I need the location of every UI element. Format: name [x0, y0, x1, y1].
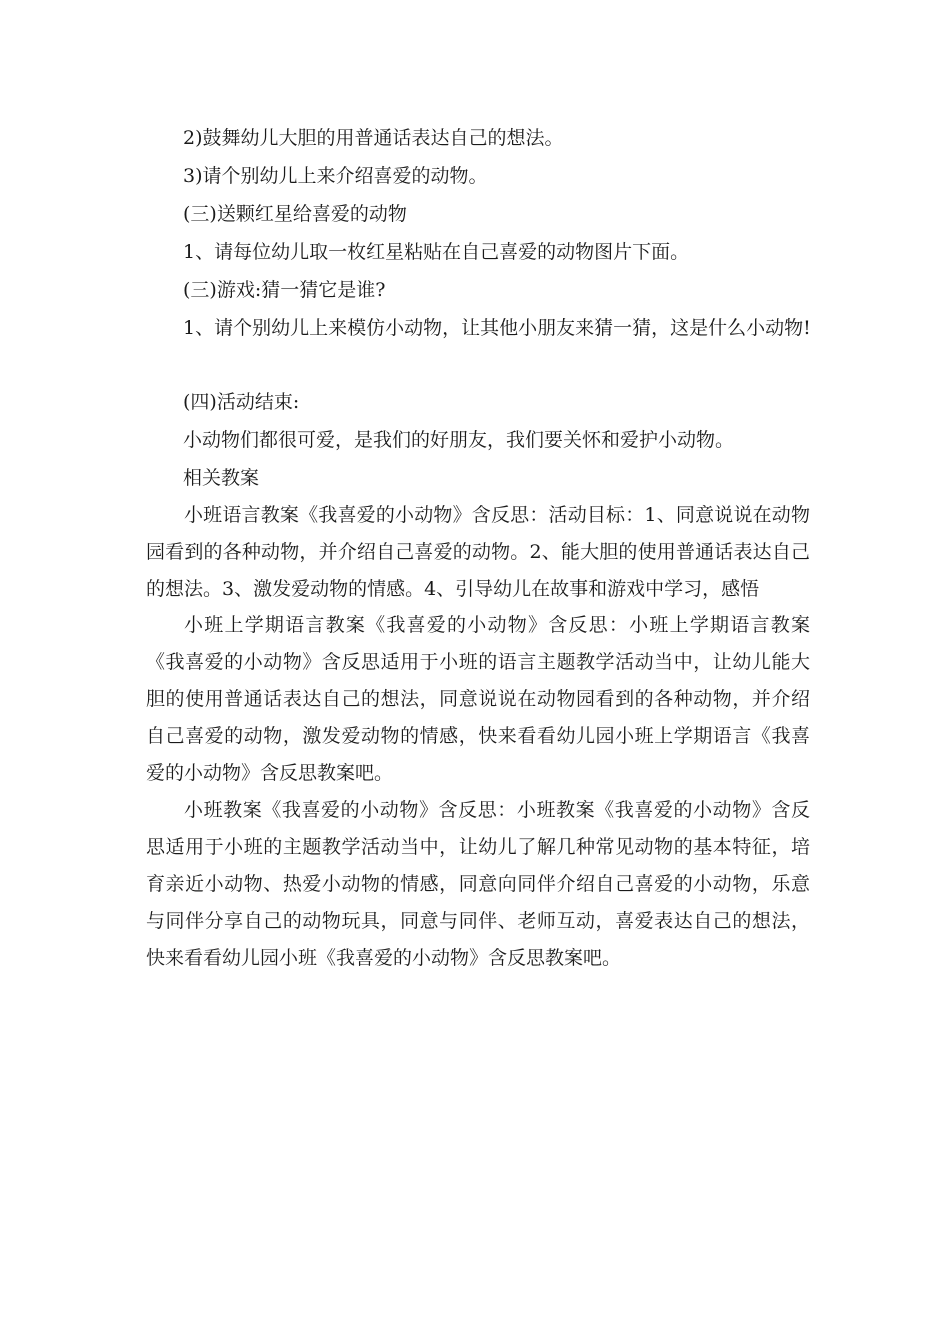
step-imitate-animal: 1、请个别幼儿上来模仿小动物，让其他小朋友来猜一猜，这是什么小动物! — [183, 317, 811, 339]
closing-statement: 小动物们都很可爱，是我们的好朋友，我们要关怀和爱护小动物。 — [183, 429, 735, 451]
related-lesson-3: 小班教案《我喜爱的小动物》含反思：小班教案《我喜爱的小动物》含反思适用于小班的主题教学活动当中，让幼儿了解几种常见动物的基本特征，培育亲近小动物、热爱小动物的情感，同意向同伴介绍自己喜爱的小动物，乐意与同伴分享自己的动物玩具，同意与同伴、老师互动，喜爱表达自己的想法，快来看看幼儿园小班《我喜爱的小动物》含反思教案吧。 — [146, 799, 810, 969]
section-activity-end-heading: (四)活动结束: — [183, 391, 300, 413]
step-encourage-mandarin: 2)鼓舞幼儿大胆的用普通话表达自己的想法。 — [183, 127, 564, 149]
related-lesson-1: 小班语言教案《我喜爱的小动物》含反思：活动目标：1、同意说说在动物园看到的各种动物，并介绍自己喜爱的动物。2、能大胆的使用普通话表达自己的想法。3、激发爱动物的情感。4、引导幼儿在故事和游戏中学习，感悟 — [146, 504, 810, 600]
related-lesson-2: 小班上学期语言教案《我喜爱的小动物》含反思：小班上学期语言教案《我喜爱的小动物》含反思适用于小班的语言主题教学活动当中，让幼儿能大胆的使用普通话表达自己的想法，同意说说在动物园看到的各种动物，并介绍自己喜爱的动物，激发爱动物的情感，快来看看幼儿园小班上学期语言《我喜爱的小动物》含反思教案吧。 — [146, 614, 810, 784]
section-guessing-game-heading: (三)游戏:猜一猜它是谁? — [183, 279, 386, 301]
step-red-star: 1、请每位幼儿取一枚红星粘贴在自己喜爱的动物图片下面。 — [183, 241, 690, 263]
section-red-star-heading: (三)送颗红星给喜爱的动物 — [183, 203, 407, 225]
step-introduce-animal: 3)请个别幼儿上来介绍喜爱的动物。 — [183, 165, 488, 187]
related-lessons-heading: 相关教案 — [183, 467, 260, 489]
